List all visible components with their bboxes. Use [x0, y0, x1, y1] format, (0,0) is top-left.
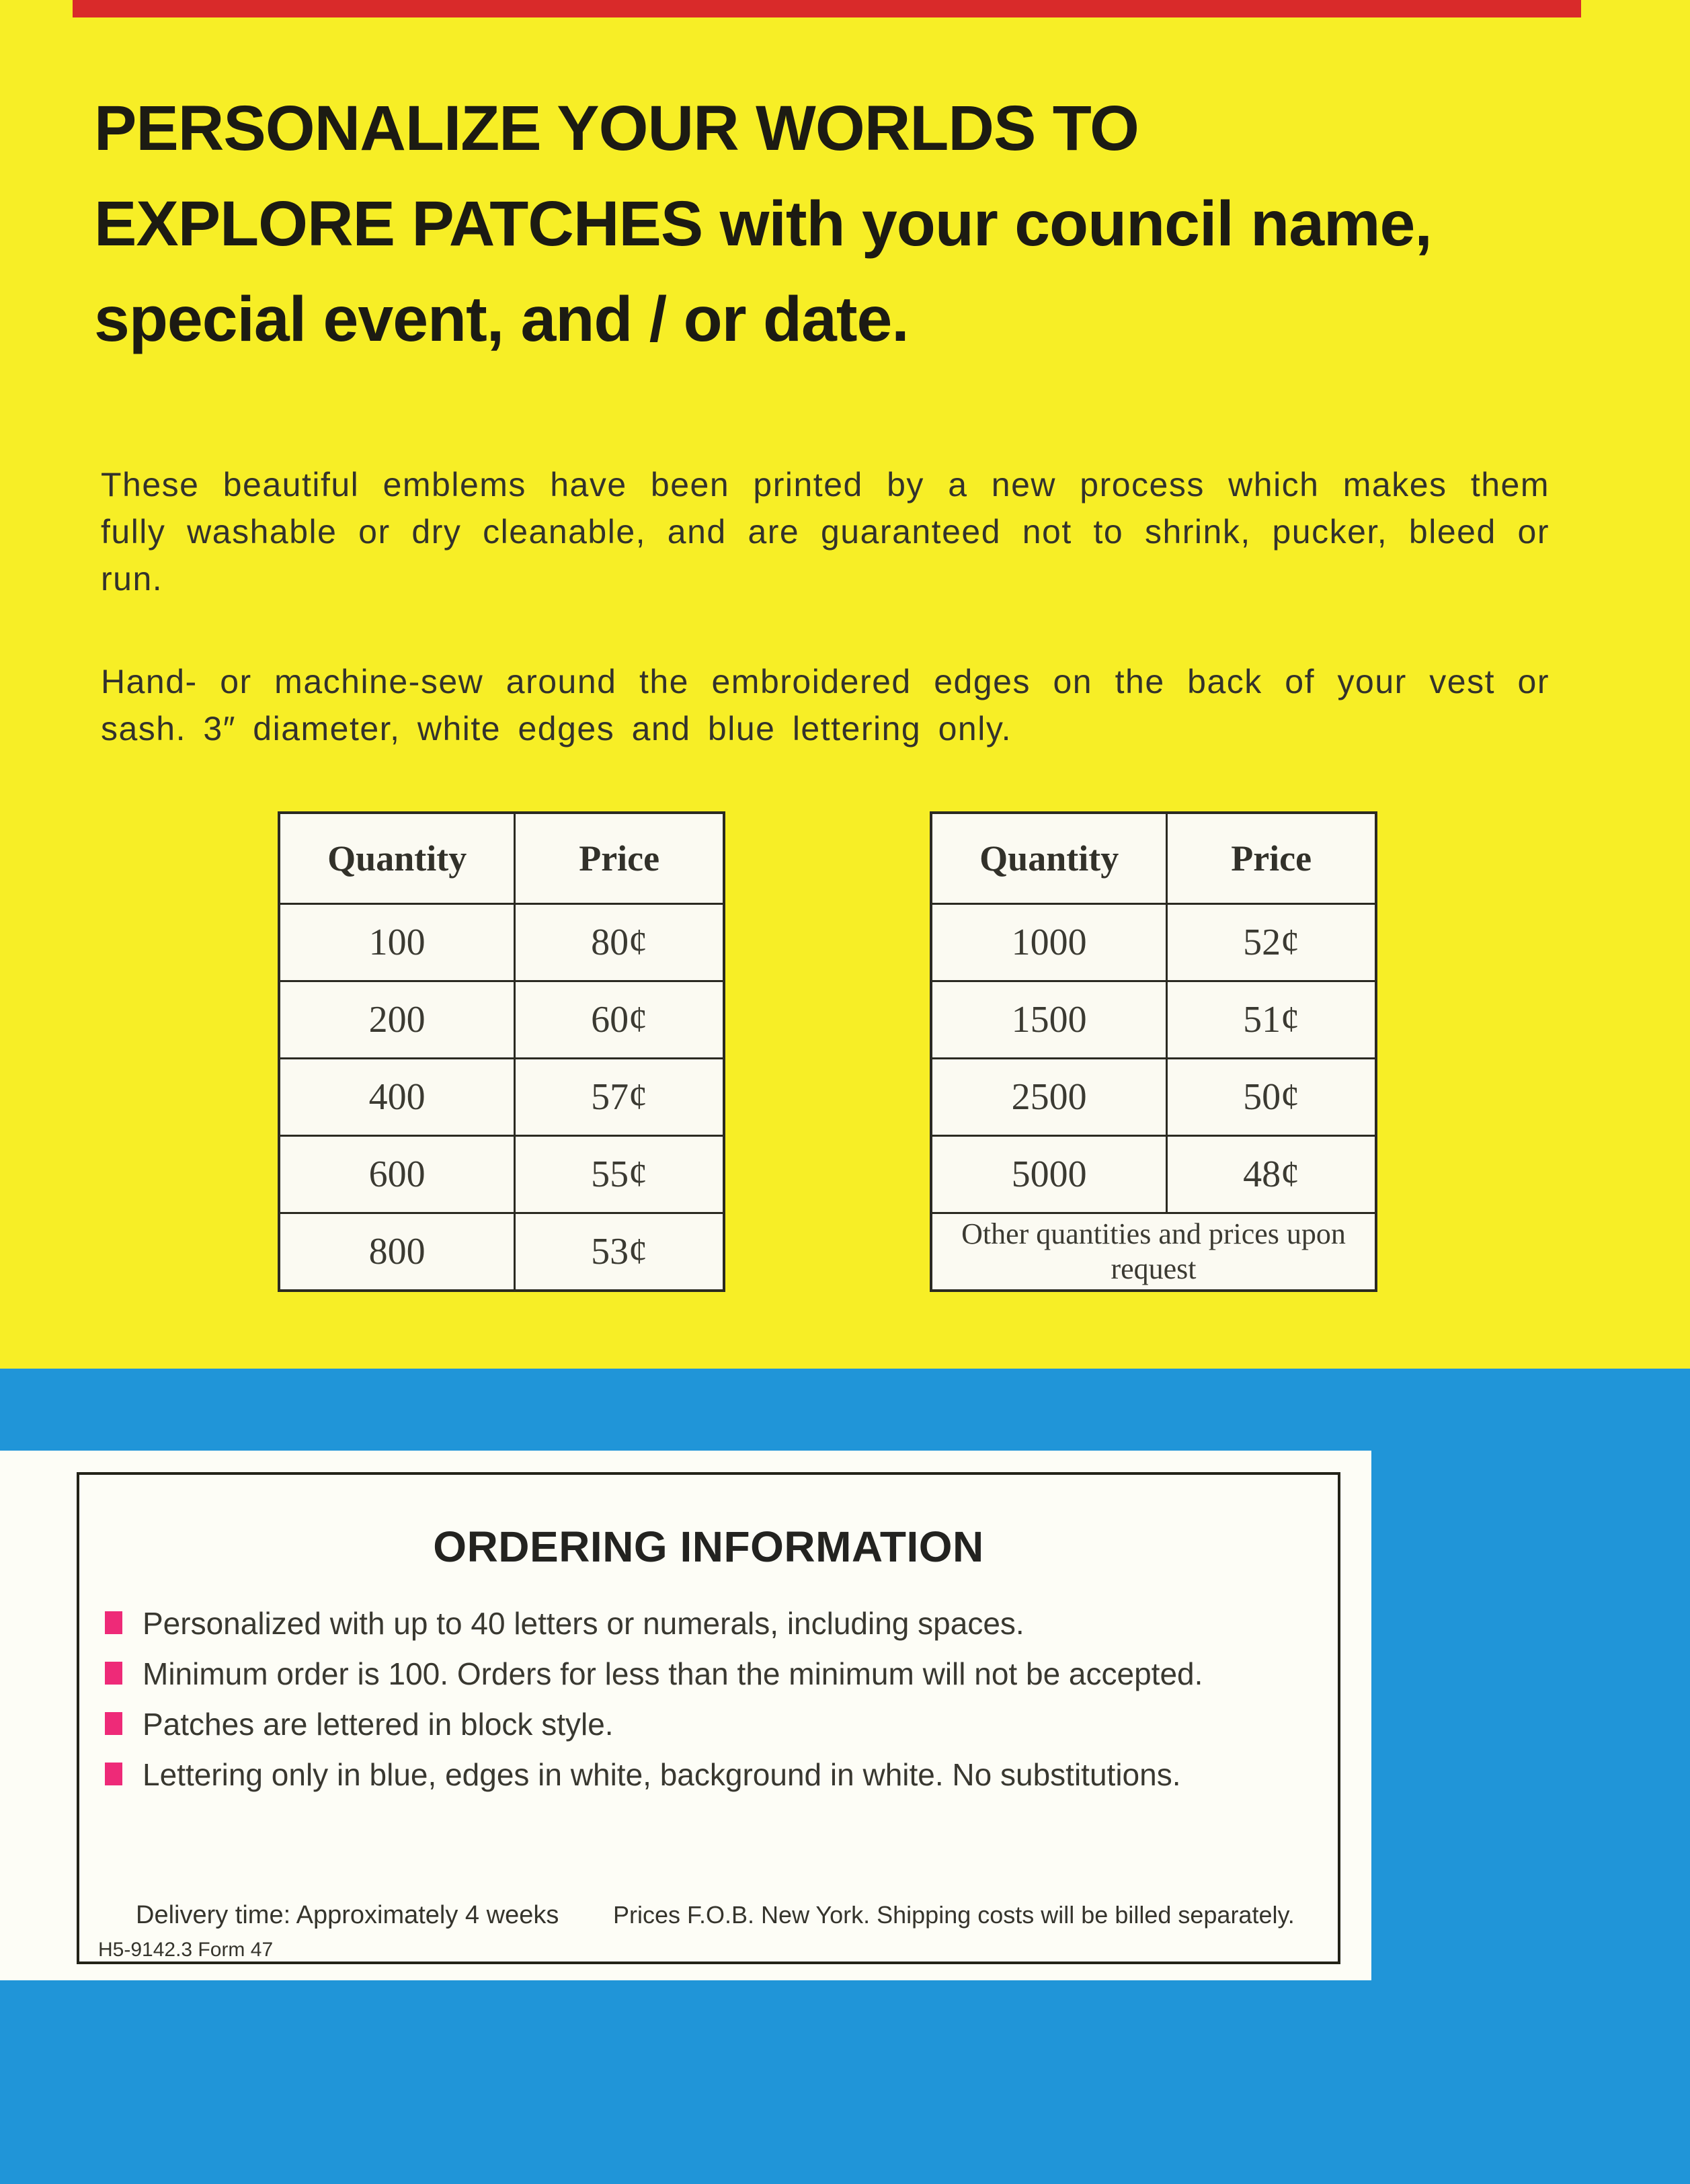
table-row: [931, 1059, 1376, 1136]
price-header: Price: [515, 813, 724, 904]
quantity-header: Quantity: [279, 813, 515, 904]
table-row: [931, 981, 1376, 1059]
price-cell: 80¢: [515, 904, 724, 981]
bullet-text: Lettering only in blue, edges in white, background in white. No substitutions.: [143, 1757, 1181, 1792]
table-row: [931, 904, 1376, 981]
headline-line-1: PERSONALIZE YOUR WORLDS TO: [94, 93, 1139, 164]
table-row: [279, 981, 724, 1059]
ordering-information-border: [77, 1472, 1340, 1964]
quantity-header: Quantity: [931, 813, 1167, 904]
quantity-cell: 2500: [931, 1059, 1167, 1136]
table-footnote: Other quantities and prices upon request: [931, 1213, 1376, 1291]
pink-square-bullet-icon: [105, 1662, 122, 1685]
list-item: [105, 1606, 1324, 1641]
pink-square-bullet-icon: [105, 1763, 122, 1785]
price-cell: 51¢: [1167, 981, 1376, 1059]
price-cell: 48¢: [1167, 1136, 1376, 1213]
table-row: [279, 904, 724, 981]
headline-line-3: special event, and / or date.: [94, 284, 909, 355]
list-item: [105, 1656, 1324, 1691]
form-number: H5-9142.3 Form 47: [98, 1939, 274, 1961]
price-table-low-quantities: [278, 811, 725, 1292]
price-cell: 50¢: [1167, 1059, 1376, 1136]
pink-square-bullet-icon: [105, 1712, 122, 1735]
table-header-row: [931, 813, 1376, 904]
price-table-high-quantities: [930, 811, 1377, 1292]
table-row: [279, 1213, 724, 1291]
bullet-text: Patches are lettered in block style.: [143, 1707, 614, 1742]
ordering-bullet-list: [105, 1606, 1324, 1808]
price-cell: 57¢: [515, 1059, 724, 1136]
quantity-cell: 1000: [931, 904, 1167, 981]
delivery-time-note: Delivery time: Approximately 4 weeks: [136, 1901, 559, 1929]
list-item: [105, 1757, 1324, 1792]
bullet-text: Minimum order is 100. Orders for less than the minimum will not be accepted.: [143, 1656, 1203, 1691]
ordering-information-title: ORDERING INFORMATION: [433, 1523, 984, 1571]
price-cell: 60¢: [515, 981, 724, 1059]
price-cell: 52¢: [1167, 904, 1376, 981]
table-header-row: [279, 813, 724, 904]
intro-paragraph-printing: These beautiful emblems have been printed by a new process which makes them fully washable or dry cleanable, and are guaranteed not to shrink, pucker, bleed or run.: [101, 466, 1550, 598]
headline-line-2: EXPLORE PATCHES with your council name,: [94, 188, 1432, 259]
bullet-text: Personalized with up to 40 letters or numerals, including spaces.: [143, 1606, 1024, 1641]
price-header: Price: [1167, 813, 1376, 904]
table-footnote-row: [931, 1213, 1376, 1291]
intro-paragraph-sewing: Hand- or machine-sew around the embroidered edges on the back of your vest or sash. 3″ diameter, white edges and blue lettering only.: [101, 663, 1550, 747]
table-row: [279, 1136, 724, 1213]
pink-square-bullet-icon: [105, 1611, 122, 1634]
headline: [94, 81, 1600, 367]
quantity-cell: 5000: [931, 1136, 1167, 1213]
table-row: [931, 1136, 1376, 1213]
quantity-cell: 1500: [931, 981, 1167, 1059]
top-page-edge-strip: [73, 0, 1581, 17]
price-cell: 53¢: [515, 1213, 724, 1291]
ordering-information-box: [0, 1451, 1371, 1980]
quantity-cell: 100: [279, 904, 515, 981]
quantity-cell: 600: [279, 1136, 515, 1213]
list-item: [105, 1707, 1324, 1742]
table-row: [279, 1059, 724, 1136]
price-cell: 55¢: [515, 1136, 724, 1213]
quantity-cell: 800: [279, 1213, 515, 1291]
blue-section: [0, 1369, 1690, 2184]
quantity-cell: 200: [279, 981, 515, 1059]
fob-shipping-note: Prices F.O.B. New York. Shipping costs will be billed separately.: [613, 1901, 1295, 1929]
quantity-cell: 400: [279, 1059, 515, 1136]
